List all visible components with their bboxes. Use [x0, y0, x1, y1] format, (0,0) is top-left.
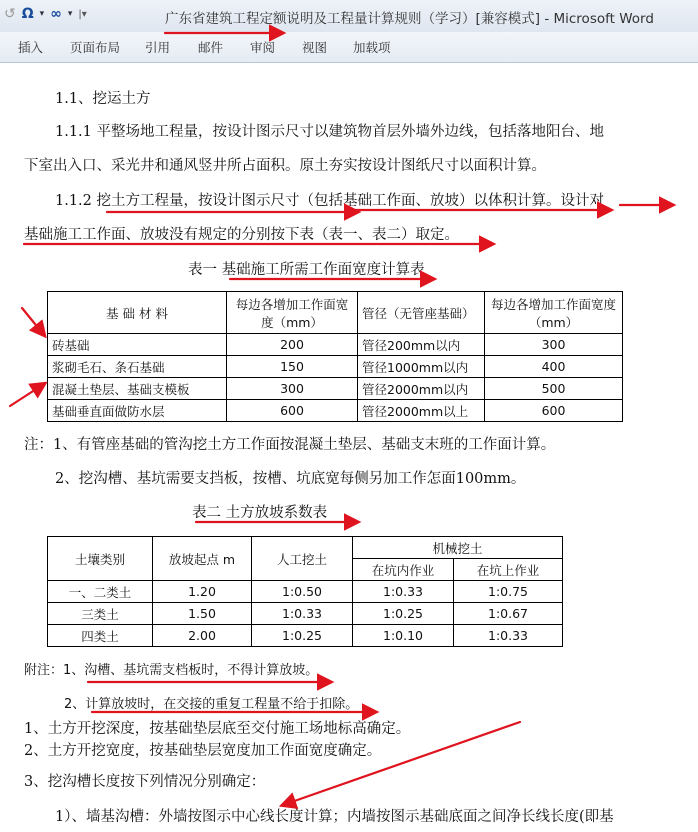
table-header: 管径（无管座基础） — [358, 292, 485, 334]
document-page[interactable] — [0, 63, 698, 832]
note-1: 注：1、有管座基础的管沟挖土方工作面按混凝土垫层、基础支末班的工作面计算。 — [24, 437, 556, 453]
table-cell: 500 — [485, 378, 623, 400]
list-item-1: 1、土方开挖深度，按基础垫层底至交付施工场地标高确定。 — [24, 721, 411, 737]
table-cell: 混凝土垫层、基础支模板 — [48, 378, 227, 400]
table-header: 每边各增加工作面宽度（mm） — [227, 292, 358, 334]
appendix-note-1: 附注：1、沟槽、基坑需支档板时，不得计算放坡。 — [24, 663, 319, 678]
table-cell: 1:0.25 — [252, 625, 353, 647]
table-cell: 三类土 — [48, 603, 153, 625]
list-item-2: 2、土方开挖宽度，按基础垫层宽度加工作面宽度确定。 — [24, 743, 382, 759]
table1-title: 表一 基础施工所需工作面宽度计算表 — [188, 262, 425, 278]
table-row — [48, 625, 563, 647]
para-1-1-1-line1: 1.1.1 平整场地工程量，按设计图示尺寸以建筑物首层外墙外边线，包括落地阳台、地 — [55, 124, 605, 140]
table-cell: 300 — [227, 378, 358, 400]
table-cell: 基础垂直面做防水层 — [48, 400, 227, 422]
table-row — [48, 356, 623, 378]
table-cell: 1.50 — [153, 603, 252, 625]
equation-dropdown-icon[interactable]: ▾ — [67, 9, 73, 19]
table-cell: 600 — [227, 400, 358, 422]
table-cell: 1:0.33 — [252, 603, 353, 625]
table-cell: 四类土 — [48, 625, 153, 647]
table-cell: 1.20 — [153, 581, 252, 603]
tab-references[interactable]: 引用 — [145, 40, 171, 55]
quick-access-toolbar — [4, 6, 87, 22]
table-cell: 一、二类土 — [48, 581, 153, 603]
table-cell: 管径2000mm以内 — [358, 378, 485, 400]
table-cell: 1:0.67 — [454, 603, 563, 625]
window-title: 广东省建筑工程定额说明及工程量计算规则（学习）[兼容模式] - Microsoft Word — [165, 11, 654, 27]
tab-page-layout[interactable]: 页面布局 — [70, 40, 121, 55]
table-cell: 浆砌毛石、条石基础 — [48, 356, 227, 378]
tab-view[interactable]: 视图 — [302, 40, 328, 55]
table-header: 基 础 材 料 — [48, 292, 227, 334]
table-row — [48, 400, 623, 422]
equation-icon[interactable]: ∞ — [50, 6, 62, 22]
table-header: 放坡起点 m — [153, 537, 252, 581]
tab-insert[interactable]: 插入 — [18, 40, 44, 55]
customize-toolbar-icon[interactable]: |▾ — [78, 8, 87, 20]
omega-symbol-icon[interactable]: Ω — [21, 6, 34, 22]
para-1-1-2-line2: 基础施工工作面、放坡没有规定的分别按下表（表一、表二）取定。 — [24, 227, 459, 243]
table-header: 每边各增加工作面宽度（mm） — [485, 292, 623, 334]
table-cell: 1:0.10 — [353, 625, 454, 647]
table-cell: 砖基础 — [48, 334, 227, 356]
table-cell: 1:0.50 — [252, 581, 353, 603]
tab-review[interactable]: 审阅 — [250, 40, 276, 55]
table-header: 土壤类别 — [48, 537, 153, 581]
appendix-note-2: 2、计算放坡时，在交接的重复工程量不给于扣除。 — [64, 697, 359, 712]
table-1 — [47, 291, 623, 422]
heading-1-1: 1.1、挖运土方 — [55, 91, 151, 107]
table-row — [48, 581, 563, 603]
tab-mailings[interactable]: 邮件 — [198, 40, 224, 55]
table-cell: 400 — [485, 356, 623, 378]
note-2: 2、挖沟槽、基坑需要支挡板，按槽、坑底宽每侧另加工作怎面100mm。 — [55, 471, 526, 487]
table-cell: 1:0.25 — [353, 603, 454, 625]
tab-addins[interactable]: 加载项 — [353, 40, 391, 55]
title-bar — [0, 0, 698, 32]
table-header: 在坑上作业 — [454, 559, 563, 581]
list-item-4: 1）、墙基沟槽：外墙按图示中心线长度计算；内墙按图示基础底面之间净长线长度(即基 — [55, 809, 614, 825]
table-cell: 600 — [485, 400, 623, 422]
list-item-3: 3、挖沟槽长度按下列情况分别确定： — [24, 774, 266, 790]
para-1-1-2-line1: 1.1.2 挖土方工程量，按设计图示尺寸（包括基础工作面、放坡）以体积计算。设计对 — [55, 193, 605, 209]
table-cell: 管径2000mm以上 — [358, 400, 485, 422]
symbol-dropdown-icon[interactable]: ▾ — [39, 9, 45, 19]
table-cell: 1:0.33 — [454, 625, 563, 647]
table-cell: 管径1000mm以内 — [358, 356, 485, 378]
table-header: 在坑内作业 — [353, 559, 454, 581]
table-2 — [47, 536, 563, 647]
table-cell: 管径200mm以内 — [358, 334, 485, 356]
table-cell: 200 — [227, 334, 358, 356]
table-cell: 300 — [485, 334, 623, 356]
para-1-1-1-line2: 下室出入口、采光井和通风竖井所占面积。原土夯实按设计图纸尺寸以面积计算。 — [24, 158, 546, 174]
table-row — [48, 603, 563, 625]
table-cell: 1:0.75 — [454, 581, 563, 603]
undo-icon[interactable]: ↺ — [4, 6, 16, 22]
table-cell: 2.00 — [153, 625, 252, 647]
table-row — [48, 334, 623, 356]
table-header: 机械挖土 — [353, 537, 563, 559]
table-header: 人工挖土 — [252, 537, 353, 581]
table2-title: 表二 土方放坡系数表 — [192, 505, 328, 521]
table-row — [48, 378, 623, 400]
ribbon-tabs — [0, 32, 698, 63]
table-cell: 1:0.33 — [353, 581, 454, 603]
table-cell: 150 — [227, 356, 358, 378]
